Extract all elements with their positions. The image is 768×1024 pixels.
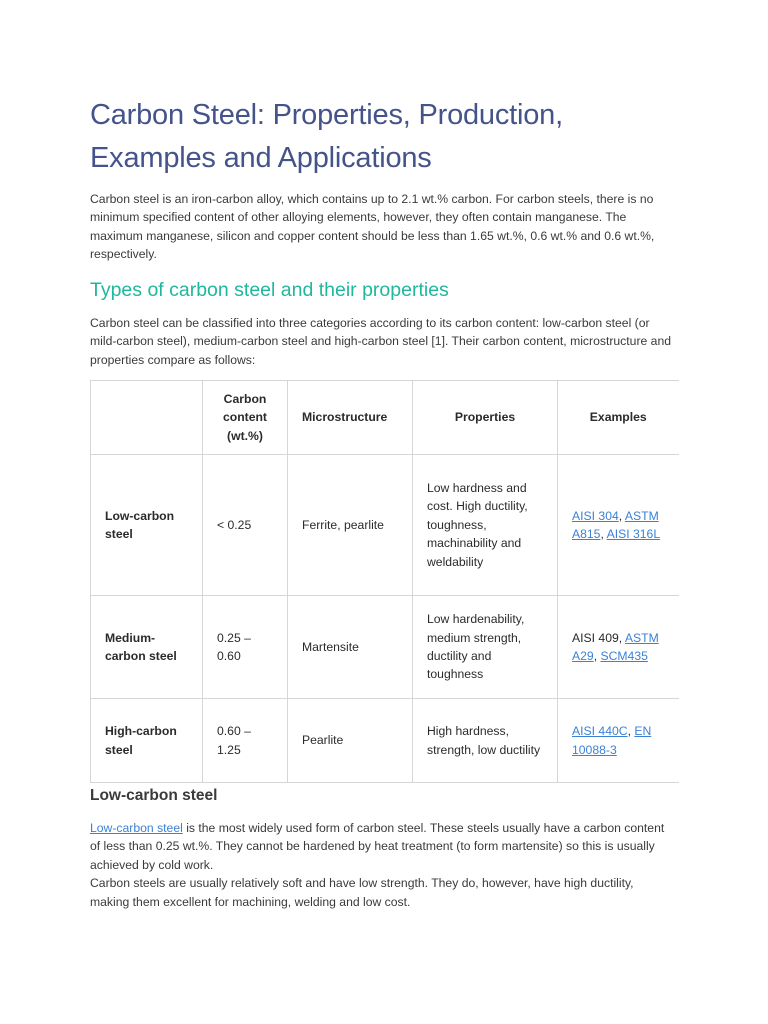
example-link[interactable]: AISI 440C xyxy=(572,724,628,739)
example-separator: , xyxy=(600,527,607,541)
row-examples xyxy=(558,699,679,783)
example-link[interactable]: AISI 316L xyxy=(606,527,661,541)
table-row xyxy=(91,596,679,699)
carbon-steel-table xyxy=(90,380,679,783)
example-link[interactable]: ASTM A815 xyxy=(572,508,659,541)
low-carbon-text: is the most widely used form of carbon steel. These steels usually have a carbon content of less than 0.25 wt.%. They cannot be hardened by heat treatment (to form martensite) so this is usually achieved by cold work. xyxy=(90,821,665,872)
example-separator: , xyxy=(618,630,625,645)
types-paragraph: Carbon steel can be classified into three categories according to its carbon content: low-carbon steel (or mild-carbon steel), medium-carbon steel and high-carbon steel [1]. Their carbon content, microstructure and properties compare as follows: xyxy=(90,316,671,367)
row-properties: Low hardenability, medium strength, ductility and toughness xyxy=(413,596,558,699)
row-examples xyxy=(558,455,679,596)
row-properties: Low hardness and cost. High ductility, toughness, machinability and weldability xyxy=(413,455,558,596)
row-microstructure: Martensite xyxy=(288,596,413,699)
row-carbon: 0.25 – 0.60 xyxy=(203,596,288,699)
table-header-carbon: Carbon content (wt.%) xyxy=(203,381,288,455)
low-carbon-link[interactable]: Low-carbon steel xyxy=(90,821,183,835)
example-text: AISI 409 xyxy=(572,630,619,645)
types-heading: Types of carbon steel and their properties xyxy=(90,279,449,301)
low-carbon-heading: Low-carbon steel xyxy=(90,787,218,804)
row-examples xyxy=(558,596,679,699)
example-separator: , xyxy=(593,649,601,663)
low-carbon-text-2: Carbon steels are usually relatively soft and have low strength. They do, however, have high ductility, making them excellent for machining, welding and low cost. xyxy=(90,876,634,909)
row-microstructure: Ferrite, pearlite xyxy=(288,455,413,596)
row-name: Low-carbon steel xyxy=(91,455,203,596)
table-header-row xyxy=(91,381,679,455)
example-separator: , xyxy=(618,508,625,523)
example-link[interactable]: SCM435 xyxy=(600,649,648,663)
table-row xyxy=(91,699,679,783)
row-microstructure: Pearlite xyxy=(288,699,413,783)
example-link[interactable]: ASTM A29 xyxy=(572,630,659,663)
row-name: Medium-carbon steel xyxy=(91,596,203,699)
row-name: High-carbon steel xyxy=(91,699,203,783)
low-carbon-paragraph xyxy=(90,819,675,911)
table-header-examples: Examples xyxy=(558,381,679,455)
page-title: Carbon Steel: Properties, Production, Examples and Applications xyxy=(90,99,563,174)
row-properties: High hardness, strength, low ductility xyxy=(413,699,558,783)
row-carbon: 0.60 – 1.25 xyxy=(203,699,288,783)
table-header-cell xyxy=(91,381,203,455)
intro-paragraph: Carbon steel is an iron-carbon alloy, which contains up to 2.1 wt.% carbon. For carbon steels, there is no minimum specified content of other alloying elements, however, they often contain manganese. The maximum manganese, silicon and copper content should be less than 1.65 wt.%, 0.6 wt.% and 0.6 wt.%, respectively. xyxy=(90,192,655,262)
row-carbon: < 0.25 xyxy=(203,455,288,596)
example-link[interactable]: AISI 304 xyxy=(572,508,619,523)
table-row xyxy=(91,455,679,596)
example-separator: , xyxy=(627,724,635,739)
table-header-microstructure: Microstructure xyxy=(288,381,413,455)
table-header-properties: Properties xyxy=(413,381,558,455)
example-link[interactable]: EN 10088-3 xyxy=(572,724,652,757)
